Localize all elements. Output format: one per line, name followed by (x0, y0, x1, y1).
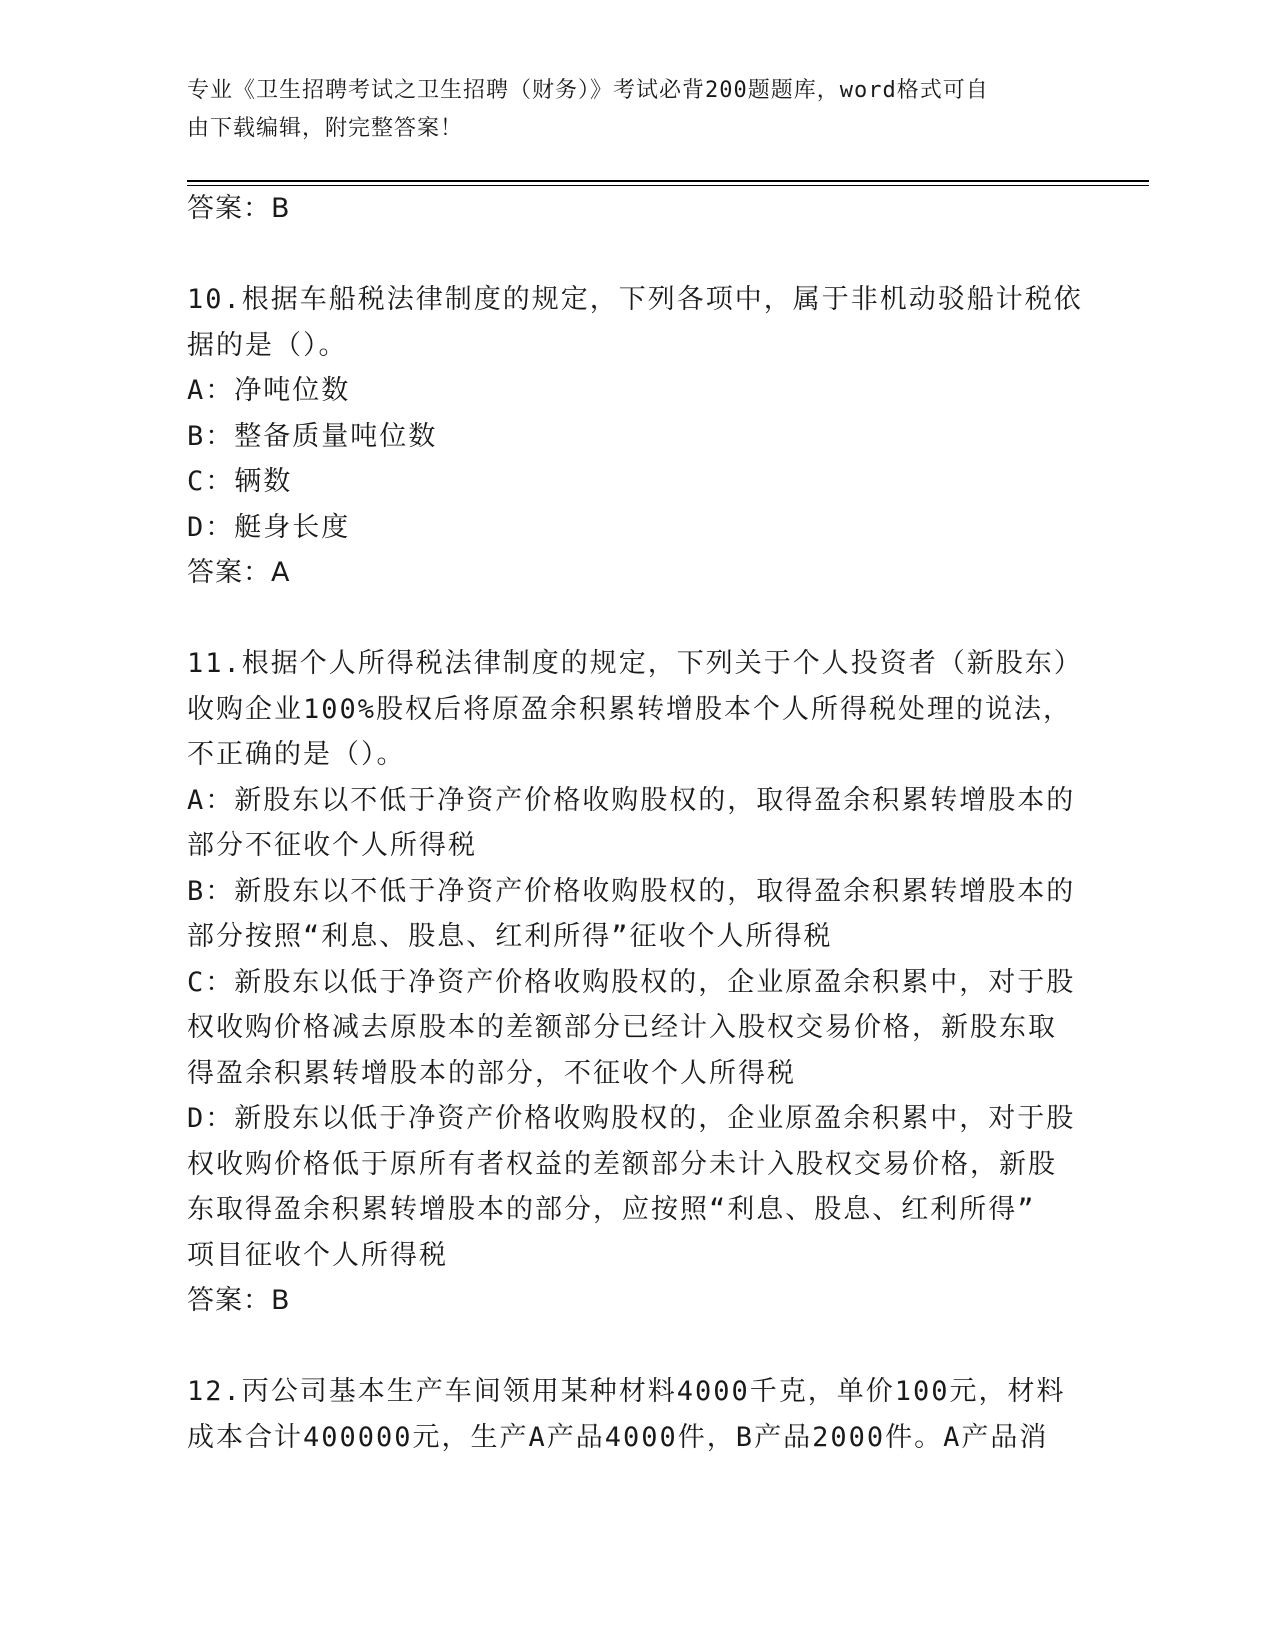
question-stem-line: 11.根据个人所得税法律制度的规定，下列关于个人投资者（新股东） (187, 648, 1083, 679)
question-10 (187, 277, 1092, 596)
option-a: A：净吨位数 (187, 375, 351, 406)
question-stem-line: 不正确的是（）。 (187, 739, 406, 770)
header-divider (187, 180, 1149, 182)
option-d-cont: 项目征收个人所得税 (187, 1239, 448, 1271)
question-stem-line: 据的是（）。 (187, 329, 348, 361)
question-stem-line: 10.根据车船税法律制度的规定，下列各项中，属于非机动驳船计税依 (187, 284, 1083, 315)
header-line-2: 由下载编辑，附完整答案！ (187, 116, 464, 141)
answer: 答案：A (187, 557, 291, 588)
option-d-cont: 权收购价格低于原所有者权益的差额部分未计入股权交易价格，新股 (187, 1148, 1057, 1180)
option-c-cont: 得盈余积累转增股本的部分，不征收个人所得税 (187, 1057, 796, 1089)
option-c: C：辆数 (187, 466, 293, 497)
option-b-cont: 部分按照“利息、股息、红利所得”征收个人所得税 (187, 921, 833, 952)
option-a: A：新股东以不低于净资产价格收购股权的，取得盈余积累转增股本的 (187, 784, 1076, 816)
option-b: B：新股东以不低于净资产价格收购股权的，取得盈余积累转增股本的 (187, 875, 1076, 907)
spacer (187, 596, 1092, 642)
answer-previous: 答案：B (187, 193, 291, 224)
question-stem-line: 收购企业100%股权后将原盈余积累转增股本个人所得税处理的说法， (187, 693, 1073, 725)
question-12 (187, 1369, 1092, 1460)
question-stem-line: 成本合计400000元，生产A产品4000件，B产品2000件。A产品消 (187, 1421, 1049, 1453)
option-d: D：艇身长度 (187, 511, 351, 543)
option-d-cont: 东取得盈余积累转增股本的部分，应按照“利息、股息、红利所得” (187, 1194, 1036, 1225)
header-line-1: 专业《卫生招聘考试之卫生招聘（财务）》考试必背200题题库，word格式可自 (187, 78, 989, 103)
answer: 答案：B (187, 1285, 291, 1316)
option-c: C：新股东以低于净资产价格收购股权的，企业原盈余积累中，对于股 (187, 966, 1076, 998)
page-content (187, 186, 1092, 1460)
option-b: B：整备质量吨位数 (187, 420, 438, 452)
question-stem-line: 12.丙公司基本生产车间领用某种材料4000千克，单价100元，材料 (187, 1376, 1066, 1407)
spacer (187, 232, 1092, 278)
option-a-cont: 部分不征收个人所得税 (187, 830, 477, 861)
option-c-cont: 权收购价格减去原股本的差额部分已经计入股权交易价格，新股东取 (187, 1012, 1057, 1043)
spacer (187, 1324, 1092, 1370)
option-d: D：新股东以低于净资产价格收购股权的，企业原盈余积累中，对于股 (187, 1103, 1076, 1134)
question-11 (187, 641, 1092, 1324)
page-header (187, 72, 1067, 148)
